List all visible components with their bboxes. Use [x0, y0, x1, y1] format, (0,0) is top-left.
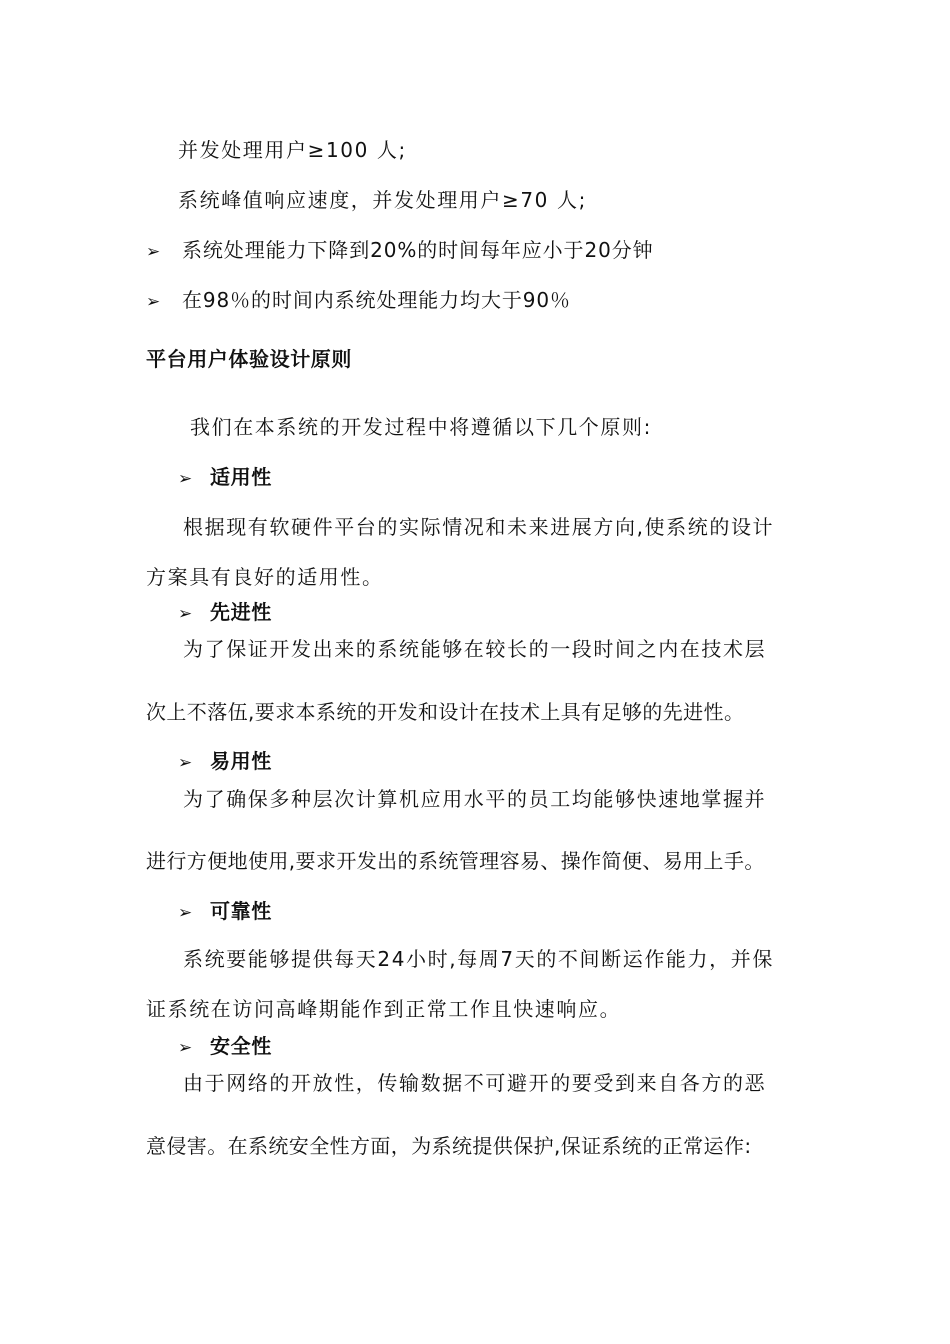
intro-paragraph: 我们在本系统的开发过程中将遵循以下几个原则: — [190, 415, 652, 439]
line-text: 系统峰值响应速度，并发处理用户≥70 人; — [178, 188, 587, 212]
paragraph-line: 方案具有良好的适用性。 — [146, 565, 384, 589]
arrowhead-bullet-icon: ➢ — [178, 1038, 193, 1058]
principle-title — [178, 898, 272, 926]
text-line — [178, 137, 407, 163]
principle-title-text: 易用性 — [210, 749, 272, 773]
paragraph-line: 意侵害。在系统安全性方面，为系统提供保护,保证系统的正常运作: — [146, 1134, 752, 1158]
paragraph-line: 进行方便地使用,要求开发出的系统管理容易、操作简便、易用上手。 — [146, 849, 765, 873]
principle-title — [178, 1033, 272, 1061]
bullet-line — [146, 287, 571, 315]
text-line — [178, 187, 587, 213]
line-text: 并发处理用户≥100 人; — [178, 138, 407, 162]
arrowhead-bullet-icon: ➢ — [178, 469, 193, 489]
principle-title-text: 适用性 — [210, 465, 272, 489]
principle-title-text: 可靠性 — [210, 899, 272, 923]
line-text: 系统处理能力下降到20%的时间每年应小于20分钟 — [182, 238, 654, 262]
line-text: 在98％的时间内系统处理能力均大于90％ — [182, 288, 571, 312]
arrowhead-bullet-icon: ➢ — [178, 753, 193, 773]
principle-title-text: 先进性 — [210, 600, 272, 624]
paragraph-line: 为了确保多种层次计算机应用水平的员工均能够快速地掌握并 — [183, 787, 767, 811]
arrowhead-bullet-icon: ➢ — [178, 604, 193, 624]
arrowhead-bullet-icon: ➢ — [146, 292, 162, 312]
paragraph-line: 根据现有软硬件平台的实际情况和未来进展方向,使系统的设计 — [183, 515, 775, 539]
arrowhead-bullet-icon: ➢ — [146, 242, 162, 262]
paragraph-line: 次上不落伍,要求本系统的开发和设计在技术上具有足够的先进性。 — [146, 700, 745, 724]
principle-title-text: 安全性 — [210, 1034, 272, 1058]
paragraph-line: 系统要能够提供每天24小时,每周7天的不间断运作能力，并保 — [183, 947, 774, 971]
paragraph-line: 证系统在访问高峰期能作到正常工作且快速响应。 — [146, 997, 622, 1021]
paragraph-line: 为了保证开发出来的系统能够在较长的一段时间之内在技术层 — [183, 637, 767, 661]
bullet-line — [146, 237, 654, 265]
paragraph-line: 由于网络的开放性，传输数据不可避开的要受到来自各方的恶 — [183, 1071, 767, 1095]
section-title: 平台用户体验设计原则 — [146, 347, 352, 371]
arrowhead-bullet-icon: ➢ — [178, 903, 193, 923]
principle-title — [178, 599, 272, 627]
principle-title — [178, 464, 272, 492]
principle-title — [178, 748, 272, 776]
